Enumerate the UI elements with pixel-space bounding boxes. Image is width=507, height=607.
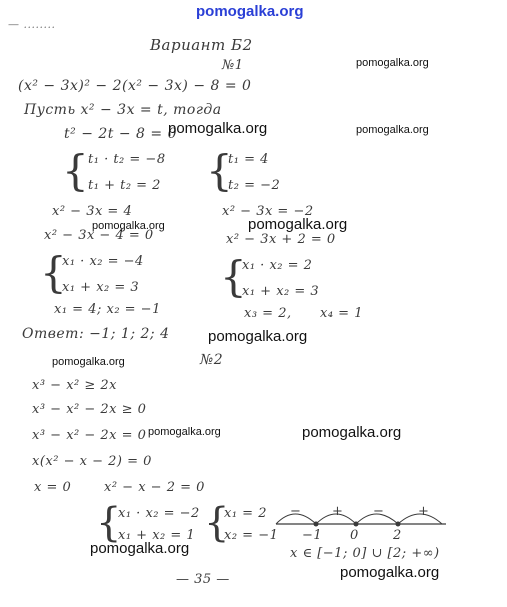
task2-line-4: x(x² − x − 2) = 0 bbox=[32, 454, 152, 469]
vieta-t-product: t₁ · t₂ = −8 bbox=[88, 152, 166, 167]
watermark[interactable]: pomogalka.org bbox=[340, 564, 440, 581]
task1-substitution: Пусть x² − 3x = t, тогда bbox=[24, 102, 222, 118]
task2-sum: x₁ + x₂ = 1 bbox=[118, 528, 196, 543]
brace-task2-roots: { bbox=[204, 500, 230, 546]
task2-line-5b: x² − x − 2 = 0 bbox=[104, 480, 205, 495]
t1-root: t₁ = 4 bbox=[228, 152, 269, 167]
task2-label: №2 bbox=[200, 352, 224, 368]
point-two bbox=[396, 522, 401, 527]
task2-line-1: x³ − x² ≥ 2x bbox=[32, 378, 118, 393]
sign-2: + bbox=[332, 504, 344, 519]
case1-eq2: x² − 3x − 4 = 0 bbox=[44, 228, 154, 243]
point-zero bbox=[354, 522, 359, 527]
brace-case1: { bbox=[40, 248, 67, 297]
case1-eq: x² − 3x = 4 bbox=[52, 204, 133, 219]
brace-vieta-t: { bbox=[62, 146, 89, 195]
case2-root-3: x₃ = 2, bbox=[244, 306, 292, 321]
corner-scribble: — ........ bbox=[8, 18, 56, 31]
case1-sum: x₁ + x₂ = 3 bbox=[62, 280, 140, 295]
sign-1: − bbox=[290, 504, 302, 519]
watermark[interactable]: pomogalka.org bbox=[52, 356, 125, 368]
sign-4: + bbox=[418, 504, 430, 519]
watermark-top[interactable]: pomogalka.org bbox=[196, 3, 304, 20]
case2-product: x₁ · x₂ = 2 bbox=[242, 258, 313, 273]
case1-product: x₁ · x₂ = −4 bbox=[62, 254, 144, 269]
case1-roots: x₁ = 4; x₂ = −1 bbox=[54, 302, 161, 317]
watermark[interactable]: pomogalka.org bbox=[248, 216, 348, 233]
task2-root-2: x₂ = −1 bbox=[224, 528, 279, 543]
task1-equation: (x² − 3x)² − 2(x² − 3x) − 8 = 0 bbox=[18, 78, 252, 94]
task2-answer: x ∈ [−1; 0] ∪ [2; +∞) bbox=[290, 546, 440, 561]
variant-title: Вариант Б2 bbox=[150, 36, 253, 54]
brace-task2-vieta: { bbox=[96, 500, 122, 546]
brace-t-roots: { bbox=[206, 146, 233, 195]
task1-label: №1 bbox=[222, 58, 244, 73]
task2-line-2: x³ − x² − 2x ≥ 0 bbox=[32, 402, 147, 417]
watermark[interactable]: pomogalka.org bbox=[92, 220, 165, 232]
case2-eq: x² − 3x = −2 bbox=[222, 204, 314, 219]
watermark[interactable]: pomogalka.org bbox=[356, 57, 429, 69]
watermark[interactable]: pomogalka.org bbox=[302, 424, 402, 441]
case2-sum: x₁ + x₂ = 3 bbox=[242, 284, 320, 299]
task2-product: x₁ · x₂ = −2 bbox=[118, 506, 200, 521]
tick-minus-one: −1 bbox=[302, 528, 323, 543]
tick-two: 2 bbox=[393, 528, 402, 543]
watermark[interactable]: pomogalka.org bbox=[356, 124, 429, 136]
point-minus-one bbox=[314, 522, 319, 527]
brace-case2: { bbox=[220, 252, 247, 301]
task1-answer: Ответ: −1; 1; 2; 4 bbox=[22, 326, 170, 342]
task2-line-3: x³ − x² − 2x = 0 bbox=[32, 428, 147, 443]
watermark[interactable]: pomogalka.org bbox=[148, 426, 221, 438]
watermark[interactable]: pomogalka.org bbox=[208, 328, 308, 345]
sign-3: − bbox=[373, 504, 385, 519]
page-number: — 35 — bbox=[176, 572, 230, 587]
task1-quadratic: t² − 2t − 8 = 0 bbox=[64, 126, 177, 142]
case2-eq2: x² − 3x + 2 = 0 bbox=[226, 232, 336, 247]
task2-root-1: x₁ = 2 bbox=[224, 506, 267, 521]
t2-root: t₂ = −2 bbox=[228, 178, 281, 193]
watermark[interactable]: pomogalka.org bbox=[90, 540, 190, 557]
tick-zero: 0 bbox=[350, 528, 359, 543]
vieta-t-sum: t₁ + t₂ = 2 bbox=[88, 178, 161, 193]
task2-line-5: x = 0 bbox=[34, 480, 72, 495]
watermark[interactable]: pomogalka.org bbox=[168, 120, 268, 137]
case2-root-4: x₄ = 1 bbox=[320, 306, 363, 321]
